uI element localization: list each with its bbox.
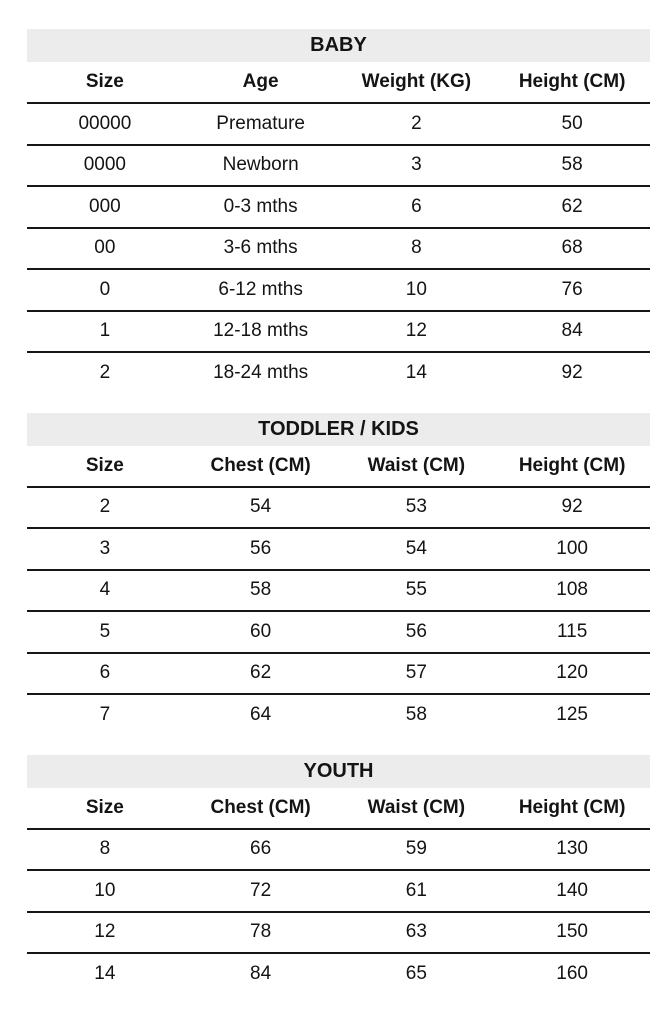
cell-age: 18-24 mths [213, 361, 309, 383]
column-header-waist: Waist (CM) [339, 788, 495, 829]
cell-chest: 64 [250, 703, 272, 725]
cell-waist: 54 [339, 528, 495, 570]
section-title-baby: BABY [27, 29, 650, 62]
cell-height: 108 [494, 570, 650, 612]
cell-height: 62 [494, 186, 650, 228]
cell-height: 92 [494, 487, 650, 529]
cell-weight: 14 [405, 361, 427, 383]
table-row [27, 694, 650, 735]
header-row [27, 788, 650, 829]
cell-size: 00 [27, 228, 183, 270]
column-header-size: Size [27, 788, 183, 829]
cell-size: 5 [27, 611, 183, 653]
table-row [27, 311, 650, 353]
cell-height: 92 [561, 361, 583, 383]
cell-size: 000 [27, 186, 183, 228]
cell-weight: 6 [339, 186, 495, 228]
cell-height: 50 [494, 103, 650, 145]
cell-chest: 54 [183, 487, 339, 529]
toddler-kids-size-table [27, 446, 650, 735]
cell-height: 76 [494, 269, 650, 311]
cell-weight: 10 [339, 269, 495, 311]
table-row [27, 528, 650, 570]
cell-waist: 58 [405, 703, 427, 725]
table-row [27, 912, 650, 954]
cell-waist: 59 [339, 829, 495, 871]
cell-height: 120 [494, 653, 650, 695]
cell-waist: 56 [339, 611, 495, 653]
cell-waist: 61 [339, 870, 495, 912]
cell-size: 7 [99, 703, 111, 725]
cell-weight: 3 [339, 145, 495, 187]
cell-height: 58 [494, 145, 650, 187]
cell-age: Premature [183, 103, 339, 145]
cell-chest: 60 [183, 611, 339, 653]
column-header-chest: Chest (CM) [183, 446, 339, 487]
cell-chest: 78 [183, 912, 339, 954]
section-title-youth: YOUTH [27, 755, 650, 788]
cell-chest: 58 [183, 570, 339, 612]
cell-size: 2 [99, 361, 111, 383]
cell-size: 4 [27, 570, 183, 612]
cell-age: Newborn [183, 145, 339, 187]
cell-size: 1 [27, 311, 183, 353]
cell-size: 8 [27, 829, 183, 871]
cell-height: 150 [494, 912, 650, 954]
youth-section [27, 755, 650, 994]
cell-size: 14 [94, 962, 116, 984]
cell-age: 3-6 mths [183, 228, 339, 270]
cell-chest: 66 [183, 829, 339, 871]
column-header-height: Height (CM) [494, 62, 650, 103]
cell-size: 0 [27, 269, 183, 311]
section-title-toddler-kids: TODDLER / KIDS [27, 413, 650, 446]
cell-size: 12 [27, 912, 183, 954]
cell-age: 6-12 mths [183, 269, 339, 311]
cell-waist: 65 [405, 962, 427, 984]
cell-height: 84 [494, 311, 650, 353]
column-header-waist: Waist (CM) [339, 446, 495, 487]
cell-waist: 55 [339, 570, 495, 612]
cell-chest: 56 [183, 528, 339, 570]
cell-waist: 57 [339, 653, 495, 695]
column-header-size: Size [27, 446, 183, 487]
column-header-age: Age [183, 62, 339, 103]
toddler-kids-section [27, 413, 650, 735]
column-header-height: Height (CM) [494, 788, 650, 829]
baby-section [27, 29, 650, 393]
table-row [27, 269, 650, 311]
cell-chest: 84 [250, 962, 272, 984]
cell-weight: 12 [339, 311, 495, 353]
column-header-size: Size [27, 62, 183, 103]
cell-size: 2 [27, 487, 183, 529]
table-row [27, 228, 650, 270]
header-row [27, 62, 650, 103]
cell-height: 115 [494, 611, 650, 653]
cell-size: 3 [27, 528, 183, 570]
column-header-chest: Chest (CM) [183, 788, 339, 829]
table-row [27, 653, 650, 695]
cell-chest: 62 [183, 653, 339, 695]
table-row [27, 570, 650, 612]
cell-size: 10 [27, 870, 183, 912]
cell-waist: 63 [339, 912, 495, 954]
table-row [27, 352, 650, 393]
cell-size: 0000 [27, 145, 183, 187]
column-header-height: Height (CM) [494, 446, 650, 487]
table-row [27, 145, 650, 187]
cell-height: 140 [494, 870, 650, 912]
table-row [27, 103, 650, 145]
cell-chest: 72 [183, 870, 339, 912]
column-header-weight: Weight (KG) [339, 62, 495, 103]
cell-weight: 2 [339, 103, 495, 145]
cell-age: 12-18 mths [183, 311, 339, 353]
table-row [27, 611, 650, 653]
table-row [27, 953, 650, 994]
cell-height: 100 [494, 528, 650, 570]
cell-height: 130 [494, 829, 650, 871]
cell-age: 0-3 mths [183, 186, 339, 228]
cell-weight: 8 [339, 228, 495, 270]
cell-height: 160 [556, 962, 588, 984]
youth-size-table [27, 788, 650, 994]
cell-waist: 53 [339, 487, 495, 529]
cell-size: 6 [27, 653, 183, 695]
header-row [27, 446, 650, 487]
cell-height: 125 [556, 703, 588, 725]
cell-height: 68 [494, 228, 650, 270]
table-row [27, 487, 650, 529]
baby-size-table [27, 62, 650, 393]
table-row [27, 870, 650, 912]
table-row [27, 186, 650, 228]
cell-size: 00000 [27, 103, 183, 145]
table-row [27, 829, 650, 871]
